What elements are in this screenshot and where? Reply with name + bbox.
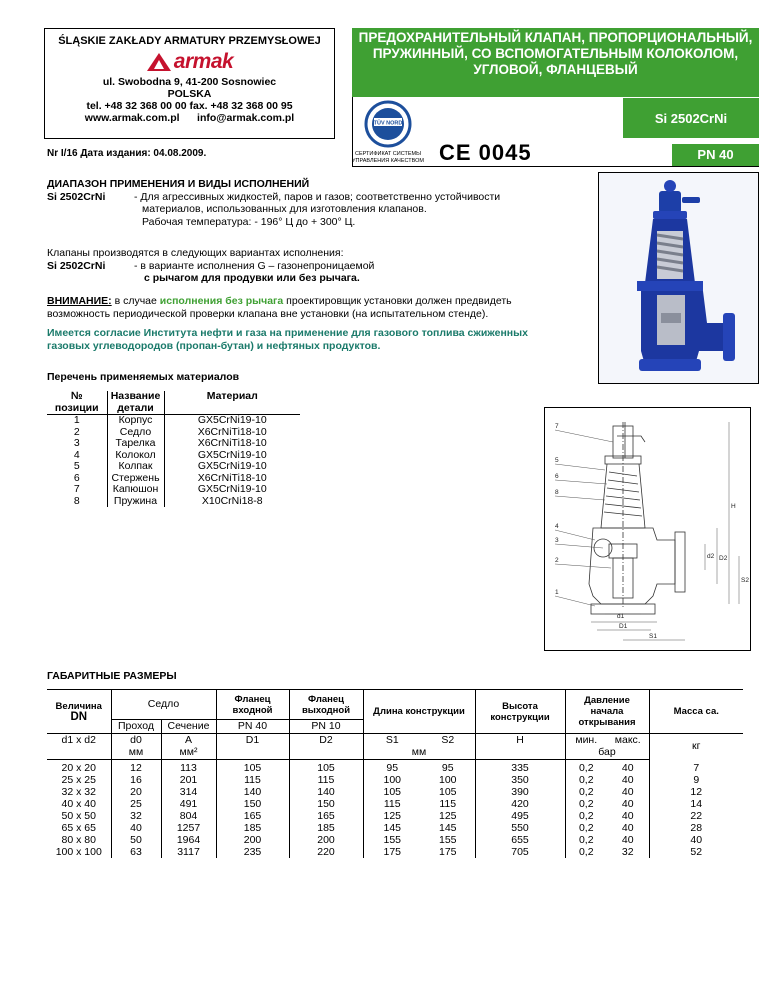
sym-S2: S2 xyxy=(421,734,475,747)
logo-text: armak xyxy=(173,50,234,73)
drawing-label: 5 xyxy=(555,457,559,464)
variants-line1: - в варианте исполнения G – газонепроницаемой xyxy=(134,259,375,272)
table-row: 25 x 25 16 201 115 115 100 100 350 0,2 40 9 xyxy=(47,774,743,786)
table-row: 6 Стержень X6CrNiTi18-10 xyxy=(47,473,300,485)
valve-illustration xyxy=(599,173,758,383)
application-line2: материалов, использованных для изготовления клапанов. xyxy=(142,203,427,215)
materials-heading: Перечень применяемых материалов xyxy=(47,371,240,383)
approval-line2: газовых углеводородов (пропан-бутан) и нефтяных продуктов. xyxy=(47,339,381,352)
table-row: 40 x 40 25 491 150 150 115 115 420 0,2 40 14 xyxy=(47,798,743,810)
sym-kg: кг xyxy=(649,734,743,760)
armak-triangle-icon xyxy=(146,52,172,72)
company-name: ŚLĄSKIE ZAKŁADY ARMATURY PRZEMYSŁOWEJ xyxy=(58,35,321,47)
attention-label: ВНИМАНИЕ: xyxy=(47,295,112,307)
table-row: 32 x 32 20 314 140 140 105 105 390 0,2 40 12 xyxy=(47,786,743,798)
variants-model: Si 2502CrNi xyxy=(47,259,106,272)
certificate xyxy=(345,100,431,165)
col-length: Длина конструкции xyxy=(363,690,475,734)
application-heading: ДИАПАЗОН ПРИМЕНЕНИЯ И ВИДЫ ИСПОЛНЕНИЙ xyxy=(47,178,310,190)
drawing-label: 3 xyxy=(555,537,559,544)
application-line3: Рабочая температура: - 196° Ц до + 300° Ц. xyxy=(142,215,356,228)
table-row: 2 Седло X6CrNiTi18-10 xyxy=(47,427,300,439)
address-line1: ul. Swobodna 9, 41-200 Sosnowiec xyxy=(102,76,277,88)
application-model: Si 2502CrNi xyxy=(47,190,106,203)
ce-mark: CE 0045 xyxy=(439,140,532,165)
attention-line2: возможность периодической проверки клапана вне установки (на испытательном стенде). xyxy=(47,307,489,320)
approval-section xyxy=(47,327,592,352)
materials-table xyxy=(47,391,300,507)
drawing-label: S2 xyxy=(741,577,749,584)
sym-max: макс. xyxy=(607,734,649,747)
drawing-label: 6 xyxy=(555,473,559,480)
sym-D1: D1 xyxy=(216,734,289,747)
table-row: 5 Колпак GX5CrNi19-10 xyxy=(47,461,300,473)
table-row: 20 x 20 12 113 105 105 95 95 335 0,2 40 7 xyxy=(47,760,743,775)
sub-pass: Проход xyxy=(111,720,161,734)
approval-line1: Имеется согласие Института нефти и газа на применение для газового топлива сжиженных xyxy=(47,327,528,339)
web-email: www.armak.com.pl info@armak.com.pl xyxy=(84,112,295,124)
sym-H: H xyxy=(475,734,565,747)
table-row: 50 x 50 32 804 165 165 125 125 495 0,2 40 22 xyxy=(47,810,743,822)
sub-pn40: PN 40 xyxy=(216,720,289,734)
sym-min: мин. xyxy=(565,734,607,747)
table-row: 7 Капюшон GX5CrNi19-10 xyxy=(47,484,300,496)
materials-col-position: № позиции xyxy=(47,391,107,415)
doc-number-date: Nr I/16 Дата издания: 04.08.2009. xyxy=(47,148,207,159)
pn-badge: PN 40 xyxy=(672,144,759,166)
table-row: 65 x 65 40 1257 185 185 145 145 550 0,2 40 28 xyxy=(47,822,743,834)
drawing-label: 7 xyxy=(555,423,559,430)
model-badge: Si 2502CrNi xyxy=(623,97,759,138)
unit-mm2: мм² xyxy=(161,747,216,760)
table-row: 80 x 80 50 1964 200 200 155 155 655 0,2 40 40 xyxy=(47,834,743,846)
table-row: 3 Тарелка X6CrNiTi18-10 xyxy=(47,438,300,450)
phone-fax: tel. +48 32 368 00 00 fax. +48 32 368 00 95 xyxy=(86,100,293,112)
drawing-label: d1 xyxy=(617,613,625,620)
sub-pn10: PN 10 xyxy=(289,720,363,734)
sym-S1: S1 xyxy=(363,734,421,747)
col-flange-in: Фланец входной xyxy=(216,690,289,720)
variants-line2: с рычагом для продувки или без рычага. xyxy=(144,272,360,284)
variants-section xyxy=(47,247,374,285)
section-drawing xyxy=(545,408,750,650)
unit-mm: мм xyxy=(111,747,161,760)
table-row: 8 Пружина X10CrNi18-8 xyxy=(47,496,300,508)
sym-d1xd2: d1 x d2 xyxy=(47,734,111,747)
attention-text: проектировщик установки должен предвидеть xyxy=(283,295,512,307)
table-row: 4 Колокол GX5CrNi19-10 xyxy=(47,450,300,462)
technical-drawing xyxy=(544,407,751,651)
drawing-label: D1 xyxy=(619,623,628,630)
variants-intro: Клапаны производятся в следующих вариантах исполнения: xyxy=(47,247,344,259)
valve-photo xyxy=(598,172,759,384)
sym-D2: D2 xyxy=(289,734,363,747)
dimensions-table xyxy=(47,689,743,858)
drawing-label: 4 xyxy=(555,523,559,530)
sym-d0: d0 xyxy=(111,734,161,747)
drawing-label: 8 xyxy=(555,489,559,496)
armak-logo xyxy=(45,51,334,73)
tuv-label: TÜV NORD xyxy=(373,120,403,127)
col-seat: Седло xyxy=(111,690,216,720)
table-row: 1 Корпус GX5CrNi19-10 xyxy=(47,415,300,427)
company-box xyxy=(44,28,335,139)
drawing-label: H xyxy=(731,503,736,510)
address-line2: POLSKA xyxy=(167,88,212,100)
tuv-certificate-icon xyxy=(357,100,419,148)
table-row: 100 x 100 63 3117 235 220 175 175 705 0,2 32 52 xyxy=(47,846,743,858)
col-mass: Масса са. xyxy=(649,690,743,734)
unit-bar: бар xyxy=(565,747,649,760)
application-section xyxy=(47,178,500,228)
materials-col-part: Название детали xyxy=(107,391,164,415)
divider xyxy=(352,166,759,167)
product-title-text: ПРЕДОХРАНИТЕЛЬНЫЙ КЛАПАН, ПРОПОРЦИОНАЛЬНЫЙ, ПРУЖИННЫЙ, СО ВСПОМОГАТЕЛЬНЫМ КОЛОКОЛОМ, УГЛОВОЙ, ФЛАНЦЕВЫЙ xyxy=(358,30,753,77)
cert-text: СЕРТИФИКАТ СИСТЕМЫ УПРАВЛЕНИЯ КАЧЕСТВОМ xyxy=(352,151,424,164)
col-height: Высота конструкции xyxy=(475,690,565,734)
sym-A: A xyxy=(161,734,216,747)
product-title xyxy=(352,28,759,97)
dimensions-heading: ГАБАРИТНЫЕ РАЗМЕРЫ xyxy=(47,670,177,682)
materials-col-material: Материал xyxy=(164,391,300,415)
col-pressure: Давление начала открывания xyxy=(565,690,649,734)
drawing-label: 2 xyxy=(555,557,559,564)
attention-section xyxy=(47,295,592,320)
drawing-label: D2 xyxy=(719,555,728,562)
attention-text: в случае xyxy=(111,295,160,307)
drawing-label: 1 xyxy=(555,589,559,596)
unit-mm-length: мм xyxy=(363,747,475,760)
drawing-label: d2 xyxy=(707,553,715,560)
attention-highlight: исполнения без рычага xyxy=(159,295,284,307)
col-size: Величина DN xyxy=(47,690,111,734)
sub-section: Сечение xyxy=(161,720,216,734)
col-flange-out: Фланец выходной xyxy=(289,690,363,720)
application-line1: - Для агрессивных жидкостей, паров и газов; соответственно устойчивости xyxy=(134,190,501,203)
drawing-label: S1 xyxy=(649,633,657,640)
